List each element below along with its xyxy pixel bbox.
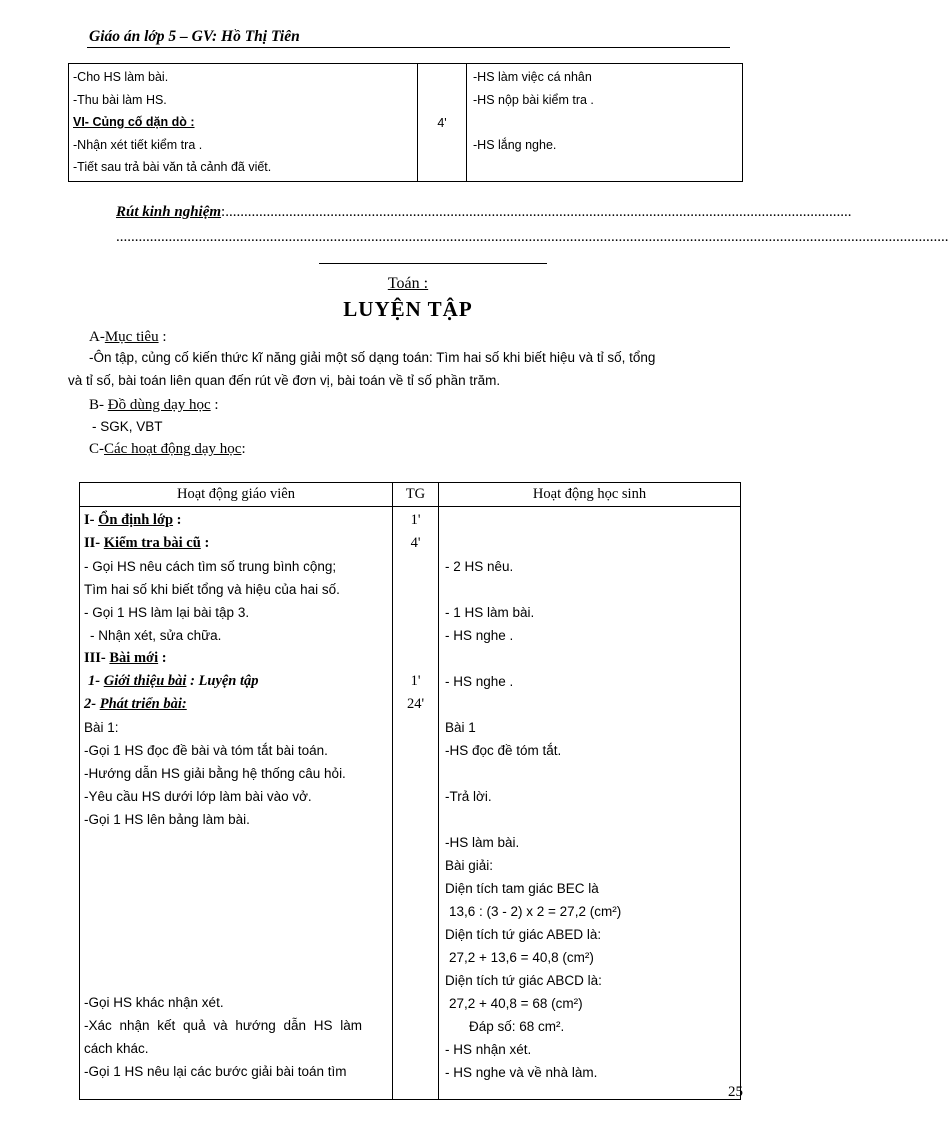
teacher-line: -Gọi 1 HS lên bảng làm bài.	[84, 812, 250, 827]
step-label: Phát triển bài:	[99, 696, 187, 712]
time-value: 4'	[410, 535, 421, 551]
experience-label: Rút kinh nghiệm	[116, 204, 222, 220]
section-c-prefix: C-	[89, 441, 104, 457]
top-student-line: -HS làm việc cá nhân	[473, 70, 592, 84]
student-line: Bài 1	[445, 720, 476, 735]
section-b-suffix: :	[210, 397, 219, 413]
teacher-line: Tìm hai số khi biết tổng và hiệu của hai số.	[84, 582, 340, 597]
student-line: - HS nghe .	[445, 674, 514, 689]
top-teacher-section: VI- Củng cố dặn dò :	[73, 115, 195, 129]
experience-dots: .......................................................................................................................................................................	[225, 204, 852, 220]
step-prefix: III-	[84, 650, 110, 666]
student-spacer	[445, 693, 734, 716]
student-line: - HS nghe và về nhà làm.	[445, 1065, 598, 1080]
student-line: -HS đọc đề tóm tắt.	[445, 743, 562, 758]
teacher-line: -Yêu cầu HS dưới lớp làm bài vào vở.	[84, 789, 312, 804]
step-label: Kiểm tra bài cũ	[103, 535, 201, 551]
section-a-suffix: :	[158, 329, 167, 345]
subject-label	[0, 275, 816, 293]
student-line: 27,2 + 40,8 = 68 (cm²)	[449, 996, 583, 1011]
step-heading	[84, 647, 388, 670]
main-student-cell	[439, 507, 741, 1100]
student-line: Diện tích tam giác BEC là	[445, 881, 599, 896]
section-a-line1: -Ôn tập, củng cố kiến thức kĩ năng giải một số dạng toán: Tìm hai số khi biết hiệu và tỉ số, tổng	[89, 350, 656, 365]
student-line: - 2 HS nêu.	[445, 559, 514, 574]
student-spacer	[445, 647, 734, 670]
student-line: - HS nghe .	[445, 628, 514, 643]
section-a-label: Mục tiêu	[104, 329, 159, 345]
student-line: Đáp số: 68 cm².	[469, 1019, 565, 1034]
teacher-spacer	[84, 1083, 388, 1095]
step-prefix: I-	[84, 512, 99, 528]
section-a-heading	[89, 329, 167, 346]
step-heading	[84, 670, 388, 693]
section-c-suffix: :	[241, 441, 246, 457]
teacher-line: -Gọi HS khác nhận xét.	[84, 995, 224, 1010]
step-heading	[84, 693, 388, 716]
top-activity-table	[68, 63, 743, 182]
section-b-prefix: B-	[89, 397, 108, 413]
page-header: Giáo án lớp 5 – GV: Hồ Thị Tiên	[89, 28, 300, 45]
teacher-line: - Gọi HS nêu cách tìm số trung bình cộng;	[84, 559, 337, 574]
experience-row	[116, 204, 852, 221]
step-suffix: :	[173, 512, 182, 528]
section-b-heading	[89, 397, 219, 414]
student-line: 13,6 : (3 - 2) x 2 = 27,2 (cm²)	[449, 904, 622, 919]
step-label: Giới thiệu bài	[103, 673, 187, 689]
top-teacher-line: -Cho HS làm bài.	[73, 70, 169, 84]
teacher-line: -Hướng dẫn HS giải bằng hệ thống câu hỏi.	[84, 766, 346, 781]
header-teacher: Hoạt động giáo viên	[80, 483, 393, 507]
student-line: - HS nhận xét.	[445, 1042, 532, 1057]
step-prefix: II-	[84, 535, 104, 551]
step-suffix: :	[200, 535, 210, 551]
main-teacher-cell	[80, 507, 393, 1100]
subject-text: Toán :	[387, 275, 429, 292]
student-line: - 1 HS làm bài.	[445, 605, 535, 620]
section-b-label: Đồ dùng dạy học	[107, 397, 211, 413]
teacher-line: Bài 1:	[84, 720, 119, 735]
top-teacher-line: -Nhận xét tiết kiểm tra .	[73, 137, 203, 152]
top-time-cell	[418, 64, 467, 182]
header-student: Hoạt động học sinh	[439, 483, 741, 507]
section-c-label: Các hoạt động dạy học	[104, 441, 242, 457]
top-student-line	[473, 111, 736, 134]
student-line: 27,2 + 13,6 = 40,8 (cm²)	[449, 950, 594, 965]
section-a-prefix: A-	[89, 329, 105, 345]
teacher-line: - Nhận xét, sửa chữa.	[90, 628, 222, 643]
step-prefix: 2-	[84, 696, 100, 712]
main-activity-table	[79, 482, 741, 1100]
step-heading	[84, 532, 388, 555]
lesson-title: LUYỆN TẬP	[343, 297, 473, 321]
header-time: TG	[393, 483, 439, 507]
time-spacer	[393, 555, 438, 670]
step-heading	[84, 509, 388, 532]
student-spacer	[445, 578, 734, 601]
top-time: 4'	[437, 116, 447, 130]
top-student-line: -HS lắng nghe.	[473, 137, 557, 152]
top-teacher-line: -Tiết sau trả bài văn tả cảnh đã viết.	[73, 160, 272, 174]
teacher-line: - Gọi 1 HS làm lại bài tập 3.	[84, 605, 250, 620]
step-label: Ổn định lớp	[98, 512, 174, 528]
student-line: Diện tích tứ giác ABCD là:	[445, 973, 602, 988]
header-rule	[87, 47, 730, 48]
section-separator	[319, 263, 547, 264]
top-teacher-line: -Thu bài làm HS.	[73, 92, 167, 107]
experience-dots-line: ..............................................................................................................................................................................................................................	[116, 229, 949, 245]
step-suffix: : Luyện tập	[186, 673, 259, 689]
student-line: Diện tích tứ giác ABED là:	[445, 927, 602, 942]
step-prefix: 1-	[88, 673, 104, 689]
teacher-line: -Xác nhận kết quả và hướng dẫn HS làm	[84, 1018, 363, 1033]
time-value: 1'	[410, 512, 421, 528]
step-label: Bài mới	[109, 650, 159, 666]
top-student-line: -HS nộp bài kiểm tra .	[473, 92, 594, 107]
teacher-spacer	[84, 831, 388, 991]
teacher-line: -Gọi 1 HS đọc đề bài và tóm tắt bài toán.	[84, 743, 328, 758]
teacher-line: cách khác.	[84, 1041, 149, 1056]
page-number: 25	[728, 1084, 743, 1100]
time-value: 1'	[410, 673, 421, 689]
teacher-line: -Gọi 1 HS nêu lại các bước giải bài toán tìm	[84, 1064, 347, 1079]
section-b-item: - SGK, VBT	[92, 419, 163, 434]
main-time-cell	[393, 507, 439, 1100]
student-line: -Trả lời.	[445, 789, 492, 804]
section-c-heading	[89, 441, 246, 458]
experience-colon: :	[221, 204, 226, 220]
top-student-cell	[467, 64, 743, 182]
section-a-line2: và tỉ số, bài toán liên quan đến rút về đơn vị, bài toán về tỉ số phần trăm.	[68, 373, 501, 388]
student-line: Bài giải:	[445, 858, 494, 873]
student-spacer	[445, 762, 734, 785]
step-suffix: :	[158, 650, 167, 666]
time-value: 24'	[406, 696, 425, 712]
student-spacer	[445, 808, 734, 831]
top-teacher-cell	[69, 64, 418, 182]
student-line: -HS làm bài.	[445, 835, 520, 850]
student-spacer	[445, 509, 734, 555]
